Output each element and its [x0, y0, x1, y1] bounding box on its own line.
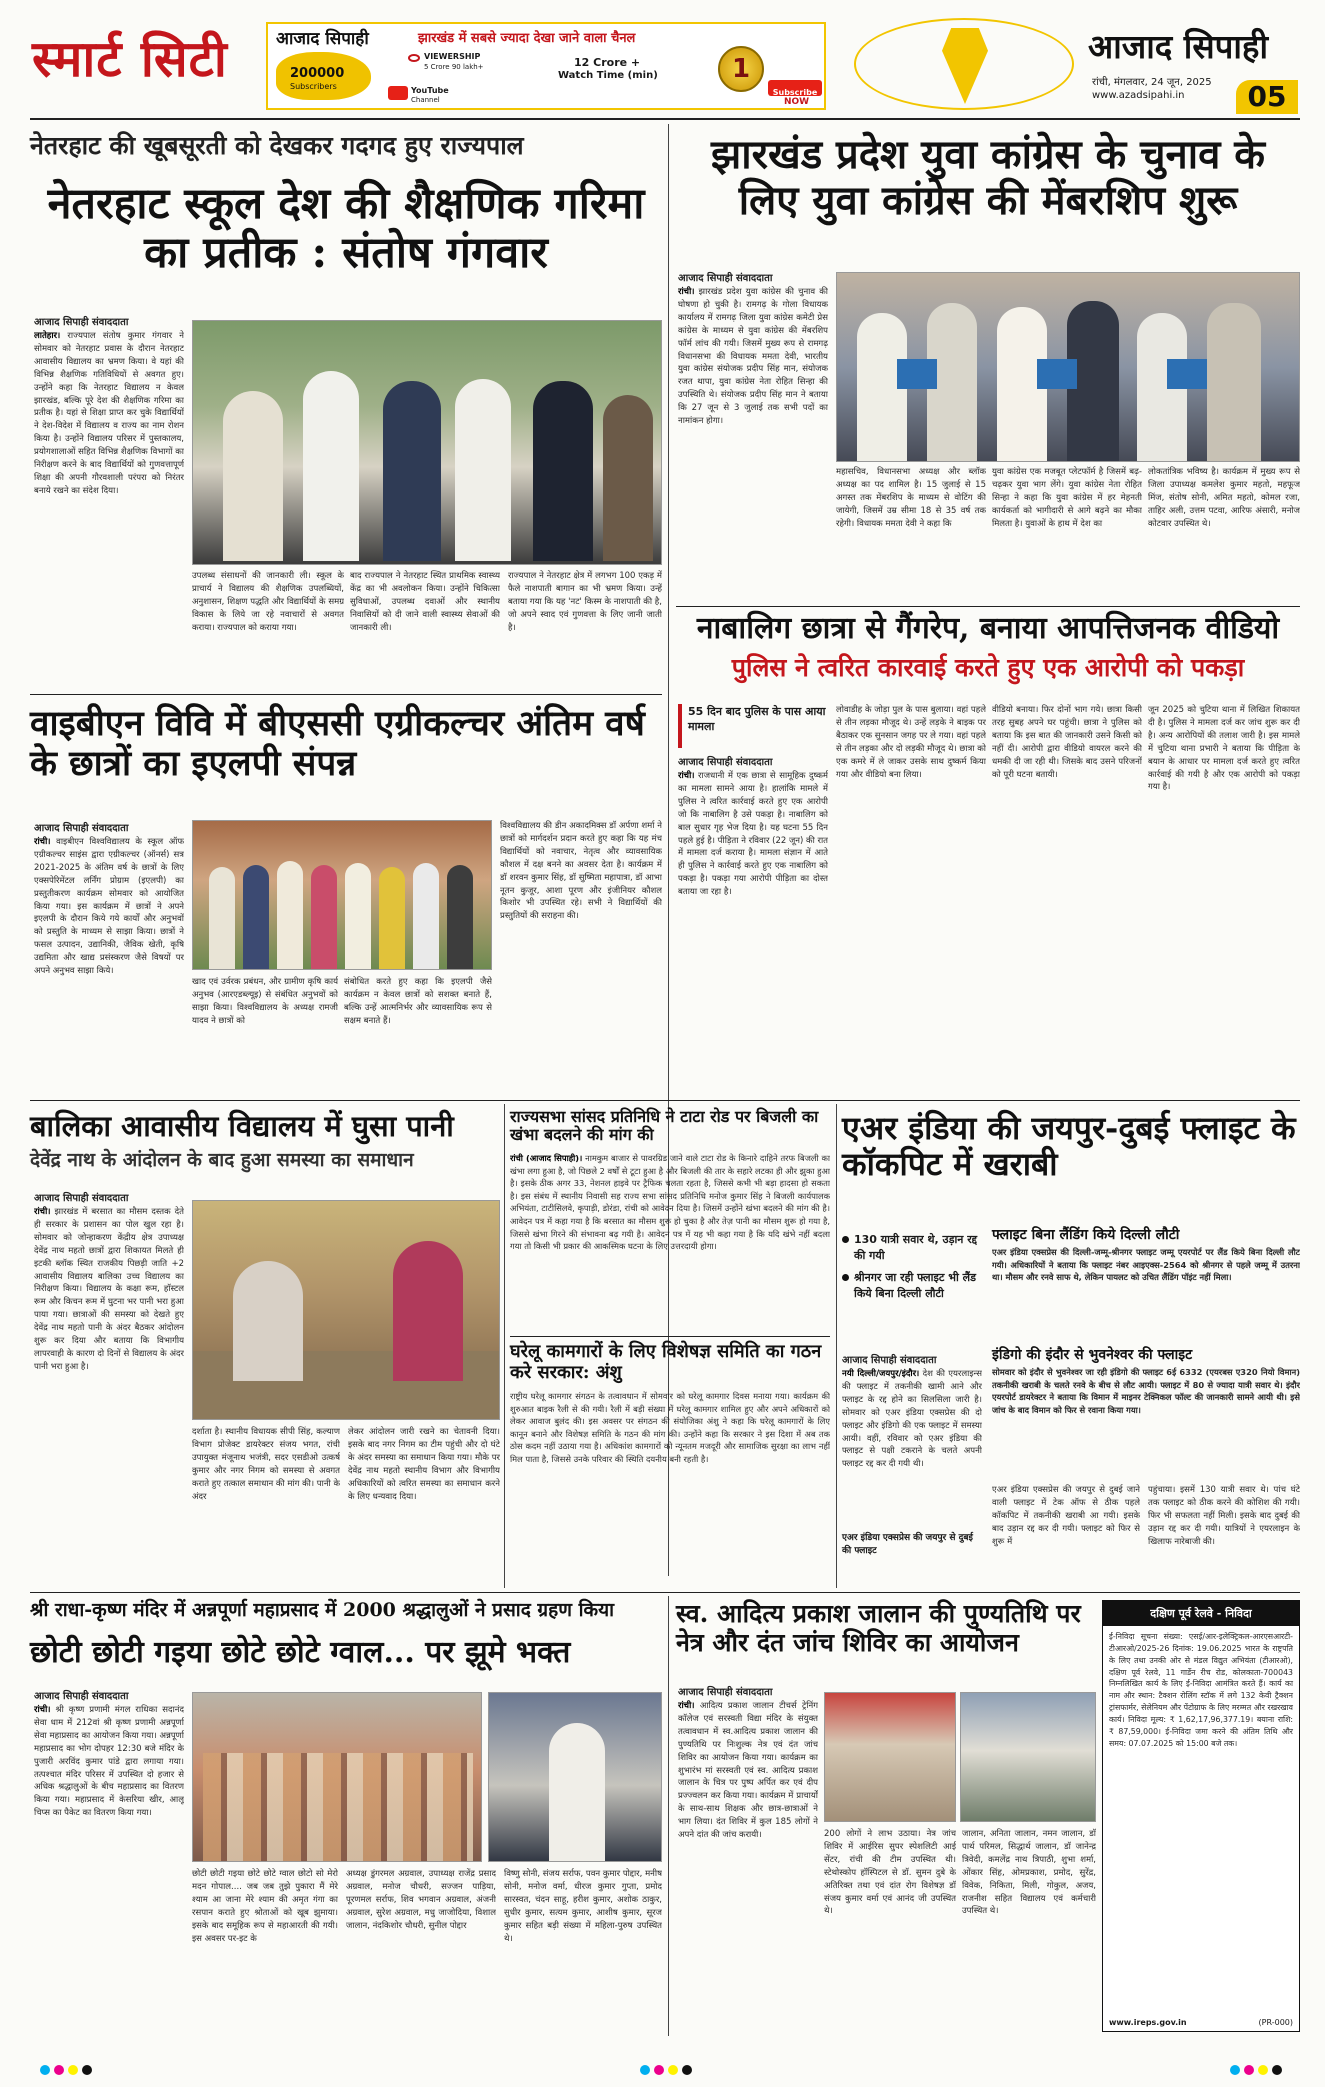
story6-headline: राज्यसभा सांसद प्रतिनिधि ने टाटा रोड पर बिजली का खंभा बदलने की मांग की: [510, 1107, 819, 1145]
story10-col1: [678, 1700, 818, 2034]
bullet-icon: [842, 1236, 849, 1243]
story6-body: [510, 1152, 830, 1332]
ad-watch-count: 12 Crore +: [574, 56, 641, 69]
story3-col4: जून 2025 को चुटिया थाना में लिखित शिकायत दी है। पुलिस ने मामला दर्ज कर जांच शुरू कर दी है। अन्य आरोपियों की तलाश जारी है। इस मामले में चुटिया थाना प्रभारी ने बताया कि पीड़िता के बयान के आधार पर मामला दर्ज करते हुए त्वरित कार्रवाई की गयी है और एक आरोपी को पकड़ा गया है।: [1148, 705, 1300, 793]
paper-name: आजाद सिपाही: [1088, 27, 1268, 66]
ad-subscribe-button: [768, 80, 822, 96]
ad-channel-name: आजाद सिपाही: [276, 29, 369, 49]
tender-title: दक्षिण पूर्व रेलवे - निविदा: [1103, 1601, 1299, 1626]
story5-col1: [34, 1206, 184, 1584]
story5-col2: दर्शाता है। स्थानीय विधायक सीपी सिंह, कल्याण विभाग प्रोजेक्ट डायरेक्टर संजय भगत, रांची उपायुक्त मंजूनाथ भजंत्री, सदर एसडीओ उत्कर्ष कुमार और नगर निगम को समस्या से अवगत कराते हुए तत्काल समाधान की मांग की। पानी के अंदर: [192, 1427, 340, 1502]
story6-dateline: रांची (आजाद सिपाही)।: [510, 1153, 583, 1163]
story10-col3: जालान, अनिता जालान, नमन जालान, डॉ पार्थ परिमल, सिद्धार्थ जालान, डॉ जानेन्द्र त्रिवेदी, कमलेंद्र नाथ त्रिपाठी, शुभा शर्मा, ओंकार सिंह, ओमप्रकाश, प्रमोद, सुरेंद्र, विवेक, निकिता, मिली, गोकुल, अजय, राजनीश सहित विद्यालय एवं कर्मचारी उपस्थित थे।: [962, 1829, 1096, 1917]
ad-channel-label: Channel: [411, 96, 440, 104]
story2-headline: झारखंड प्रदेश युवा कांग्रेस के चुनाव के लिए युवा कांग्रेस की मेंबरशिप शुरू: [711, 131, 1265, 224]
story2-photo: [836, 272, 1300, 462]
story2-byline: आजाद सिपाही संवाददाता: [678, 273, 773, 284]
col-divider-right: [836, 1104, 837, 1588]
story8-box1-body: एअर इंडिया एक्सप्रेस की दिल्ली-जम्मू-श्रीनगर फ्लाइट जम्मू एयरपोर्ट पर लैंड किये बिना दिल्ली लौट गयी। अधिकारियों ने बताया कि फ्लाइट नंबर आइएक्स-2564 को श्रीनगर से पहले जम्मू में उतरना था। मौसम और रनवे साफ थे, लेकिन पायलट को उचित लैंडिंग पॉइंट नहीं मिला।: [992, 1246, 1300, 1283]
story1-kicker: नेतरहाट की खूबसूरती को देखकर गदगद हुए राज्यपाल: [30, 131, 524, 160]
story4-col1: [34, 836, 184, 1092]
story-netarhat: [30, 124, 662, 684]
black-dot: [682, 2065, 692, 2075]
masthead: [0, 0, 1325, 112]
story9-photo2: [488, 1692, 662, 1862]
story3-col1: [678, 770, 828, 1088]
story10-byline: आजाद सिपाही संवाददाता: [678, 1687, 773, 1698]
story4-byline: आजाद सिपाही संवाददाता: [34, 823, 129, 834]
story9-photo1: [192, 1692, 482, 1862]
tender-code: (PR-000): [1258, 2018, 1293, 2027]
story4-headline: वाइबीएन विवि में बीएससी एग्रीकल्चर अंतिम वर्ष के छात्रों का इएलपी संपन्न: [30, 703, 645, 784]
story8-box2-head: इंडिगो की इंदौर से भुवनेश्वर की फ्लाइट: [992, 1347, 1193, 1363]
story3-col2: लोवाडीह के जोड़ा पुल के पास बुलाया। वहां पहले से तीन लड़का मौजूद थे। उन्हें लड़के ने बाइक पर बैठाकर एक सुनसान जगह पर ले गया। वहां पहले से तीन लड़का और दो लड़की मौजूद थे। छात्रा को एक कमरे में ले जाकर उसके साथ दुष्कर्म किया गया और वीडियो बना लिया।: [836, 705, 986, 780]
story9-col2: छोटी छोटी गइया छोटे छोटे ग्वाल छोटो सो मेरो मदन गोपाल.... जब जब तुझे पुकारा मैं मेरे श्याम आ जाना मेरे श्याम की अमृत गंगा का रसपान कराते हुए श्रोताओं को खूब झुमाया। इसके बाद समूहिक रूप से महाआरती की गयी। इस अवसर पर-इट के: [192, 1869, 338, 1944]
story5-byline: आजाद सिपाही संवाददाता: [34, 1193, 129, 1204]
story1-col3: बाद राज्यपाल ने नेतरहाट स्थित प्राथमिक स्वास्थ्य केंद्र का भी अवलोकन किया। उन्होंने चिकित्सा सुविधाओं, उपलब्ध दवाओं और स्थानीय निवासियों को दी जाने वाली स्वास्थ्य सेवाओं की जानकारी ली।: [350, 571, 500, 633]
story3-dateline: रांची।: [678, 771, 695, 781]
ad-youtube-label: YouTube: [411, 86, 449, 95]
story10-col2: 200 लोगों ने लाभ उठाया। नेत्र जांच शिविर में आईरिस सुपर स्पेशलिटी आई सेंटर, रांची की टीम उपस्थित थी। स्टेथोस्कोप हॉस्पिटल से डॉ. सुमन दुबे के अतिरिक्त तथा एवं दांत रोग विशेषज्ञ डॉ संजय कुमार वर्मा एवं आनंद जी उपस्थित थे।: [824, 1829, 956, 1917]
rule-story4: [30, 694, 662, 695]
story3-subhead: पुलिस ने त्वरित कारवाई करते हुए एक आरोपी को पकड़ा: [731, 653, 1245, 682]
story1-photo: [192, 320, 662, 565]
story2-dateline: रांची।: [678, 287, 695, 297]
yellow-dot: [1258, 2065, 1268, 2075]
story-tata-road: [510, 1104, 830, 1334]
story8-bullets: [842, 1232, 982, 1342]
story4-photo: [192, 820, 492, 970]
ad-subscribe-label: Subscribe: [772, 88, 818, 97]
story10-headline: स्व. आदित्य प्रकाश जालान की पुण्यतिथि पर नेत्र और दंत जांच शिविर का आयोजन: [676, 1599, 1081, 1657]
story3-quote: 55 दिन बाद पुलिस के पास आया मामला: [688, 705, 826, 734]
ad-viewership-count: 5 Crore 90 lakh+: [424, 63, 484, 71]
story8-box2-body: सोमवार को इंदौर से भुवनेश्वर जा रही इंडिगो की फ्लाइट 6ई 6332 (एयरबस ए320 नियो विमान) तकनीकी खराबी के चलते रनवे के बीच से लौट आयी। फ्लाइट में 80 से ज्यादा यात्री सवार थे। इंदौर एयरपोर्ट डायरेक्टर ने बताया कि विमान में माइनर टेक्निकल फॉल्ट की जानकारी सामने आयी थी। इसे जांच के बाद विमान को फिर से रवाना किया गया।: [992, 1366, 1300, 1415]
story8-bullet1-text: 130 यात्री सवार थे, उड़ान रद्द की गयी: [854, 1233, 978, 1262]
ad-subscribers-label: Subscribers: [290, 82, 337, 91]
story9-col3: अध्यक्ष डुंगरमल अग्रवाल, उपाध्यक्ष राजेंद्र प्रसाद अग्रवाल, मनोज चौधरी, सज्जन पाड़िया, पूरणमल सर्राफ, शिव भगवान अग्रवाल, अंजनी अग्रवाल, सुरेश अग्रवाल, मधु जाजोदिया, विशाल जालान, नंदकिशोर चौधरी, सुनील पोद्दार: [346, 1869, 496, 1931]
bullet-icon: [842, 1274, 849, 1281]
story7-body: राष्ट्रीय घरेलू कामगार संगठन के तत्वावधान में सोमवार को घरेलू कामगार दिवस मनाया गया। कार्यक्रम की शुरुआत बाइक रैली से की गयी। रैली में बड़ी संख्या में घरेलू कामगार शामिल हुए और अपने अधिकारों को लेकर आवाज बुलंद की। इस अवसर पर संगठन की संयोजिका अंशु ने कहा कि घरेलू कामगारों के लिए कानून बनाने और विशेषज्ञ समिति के गठन की मांग की। उन्होंने कहा कि सरकार ने इस दिशा में अब तक ठोस कदम नहीं उठाया गया है। अधिकांश कामगारों को न्यूनतम मजदूरी और सामाजिक सुरक्षा का लाभ नहीं मिल पाता है, जिससे उनके परिवार की स्थिति दयनीय बनी रहती है।: [510, 1391, 830, 1465]
registration-marks-left: [40, 2060, 96, 2079]
story1-text1: राज्यपाल संतोष कुमार गंगवार ने सोमवार को नेतरहाट प्रवास के दौरान नेतरहाट आवासीय विद्यालय का भ्रमण किया। वे यहां की विभिन्न शैक्षणिक गतिविधियों से अवगत हुए। उन्होंने कहा कि नेतरहाट विद्यालय न केवल झारखंड, बल्कि पूरे देश की शैक्षणिक गरिमा का प्रतीक है। यहां से शिक्षा प्राप्त कर चुके विद्यार्थियों ने देश-विदेश में विद्यालय व राज्य का नाम रोशन किया है। उन्होंने विद्यालय परिसर में पुस्तकालय, प्रयोगशालाओं सहित विभिन्न शैक्षणिक विभागों का निरीक्षण करने के बाद विद्यार्थियों को गुणवत्तापूर्ण शिक्षा की अपनी गौरवशाली परंपरा को निरंतर बनाये रखने का संदेश दिया।: [34, 331, 184, 496]
story-youth-congress: [676, 124, 1300, 604]
story9-headline: श्री राधा-कृष्ण मंदिर में अन्नपूर्णा महाप्रसाद में 2000 श्रद्धालुओं ने प्रसाद ग्रहण किया: [30, 1599, 615, 1621]
story8-col3: पहुंचाया। इसमें 130 यात्री सवार थे। पांच घंटे तक फ्लाइट को ठीक करने की कोशिश की गयी। फिर भी सफलता नहीं मिली। इसके बाद दुबई की उड़ान रद्द कर दी गयी। यात्रियों ने एयरलाइन के खिलाफ नारेबाजी की।: [1148, 1485, 1300, 1547]
story2-col4: लोकतांत्रिक भविष्य है। कार्यक्रम में मुख्य रूप से जिला उपाध्यक्ष कमलेश कुमार महतो, महफूज मिंज, संतोष सोनी, अमित महतो, कोमल रजा, ताहिर अली, उत्तम पटवा, आरिफ अंसारी, मनोज कोटवार उपस्थित थे।: [1148, 467, 1300, 529]
story1-dateline: लातेहार।: [34, 331, 61, 341]
story10-text1: आदित्य प्रकाश जालान टीचर्स ट्रेनिंग कॉलेज एवं सरस्वती विद्या मंदिर के संयुक्त तत्वावधान में स्व.आदित्य प्रकाश जालान की पुण्यतिथि पर निःशुल्क नेत्र एवं दंत जांच शिविर का आयोजन किया गया। कार्यक्रम का शुभारंभ मां सरस्वती एवं स्व. आदित्य प्रकाश जालान के चित्र पर पुष्प अर्पित कर एवं दीप प्रज्ज्वलन कर किया गया। कार्यक्रम में प्राचार्यों के साथ-साथ शिक्षक और छात्र-छात्राओं ने भाग लिया। दंत शिविर में कुल 185 लोगों ने अपने दांत की जांच करायी।: [678, 1701, 818, 1841]
story5-col3: लेकर आंदोलन जारी रखने का चेतावनी दिया। इसके बाद नगर निगम का टीम पहुंची और दो घंटे के अंदर समस्या का समाधान किया गया। मौके पर देवेंद्र नाथ महतो स्थानीय विभाग और विभागीय अधिकारियों को त्वरित समस्या का समाधान करने के लिए धन्यवाद दिया।: [348, 1427, 500, 1502]
story3-quote-box: [678, 704, 826, 748]
story4-col2: खाद एवं उर्वरक प्रबंधन, और ग्रामीण कृषि कार्य अनुभव (आरएडब्ल्यूइ) से संबंधित अनुभवों को साझा किया। विश्वविद्यालय के अध्यक्ष रामजी यादव ने छात्रों को: [192, 977, 338, 1026]
cyan-dot: [40, 2065, 50, 2075]
story1-col2: उपलब्ध संसाधनों की जानकारी ली। स्कूल के प्राचार्य ने विद्यालय की शैक्षणिक उपलब्धियों, अनुशासन, शिक्षण पद्धति और विद्यार्थियों के समग्र विकास के लिये जा रहे नवाचारों से अवगत कराया। राज्यपाल को कराया गया।: [192, 571, 344, 633]
story9-dateline: रांची।: [34, 1705, 51, 1715]
story10-dateline: रांची।: [678, 1701, 695, 1711]
col-divider-mid: [504, 1104, 505, 1588]
masthead-rule: [30, 118, 1300, 120]
story5-photo: [192, 1200, 500, 1420]
story-ybn-university: [30, 696, 662, 1096]
story2-col2: महासचिव, विधानसभा अध्यक्ष और ब्लॉक अध्यक्ष का पद शामिल है। 15 जुलाई से 15 अगस्त तक मेंबरशिप के माध्यम से वोटिंग की जायेगी, जिसमें उम्र सीमा 18 से 35 वर्ष तक रहेगी। विधायक ममता देवी ने कहा कि: [836, 467, 986, 529]
ad-banner: [266, 22, 826, 110]
story-gangrape: [676, 608, 1300, 1092]
story10-photo2: [960, 1692, 1096, 1822]
website: www.azadsipahi.in: [1092, 90, 1185, 101]
story4-col3: संबोधित करते हुए कहा कि इएलपी जैसे कार्यक्रम न केवल छात्रों को सशक्त बनाते हैं, बल्कि उन्हें आत्मनिर्भर और व्यावसायिक रूप से सक्षम बनाते हैं।: [344, 977, 492, 1026]
story7-headline: घरेलू कामगारों के लिए विशेषज्ञ समिति का गठन करे सरकार: अंशु: [510, 1341, 822, 1383]
story-girls-school: [30, 1104, 500, 1588]
ad-map: [276, 52, 371, 100]
ad-now: NOW: [784, 97, 810, 107]
cyan-dot: [1230, 2065, 1240, 2075]
rule-row4: [30, 1592, 1300, 1593]
story5-text1: झारखंड में बरसात का मौसम दस्तक देते ही सरकार के प्रशासन का पोल खुल रहा है। सोमवार को जोन्हाकरण केंद्रीय क्षेत्र उपाध्यक्ष देवेंद्र नाथ महतो छात्रों द्वारा शिकायत मिलते ही इटकी ब्लॉक स्थित राजकीय पिछड़ी जाति +2 आवासीय विद्यालय बालिका उच्च विद्यालय का निरीक्षण किया। विद्यालय के कक्षा रूम, हॉस्टल रूम और किचन रूम में घुटना भर पानी भरा हुआ पाया गया। छात्राओं की समस्या को देखते हुए देवेंद्र नाथ महतो पानी के अंदर बैठकर आंदोलन शुरू कर दिया और बताया कि विभागीय लापरवाही के कारण दो दिनों से विद्यालय के अंदर पानी भरा हुआ है।: [34, 1207, 184, 1372]
story-domestic-workers: [510, 1338, 830, 1588]
registration-marks-center: [640, 2060, 696, 2079]
section-title: स्मार्ट सिटी: [32, 29, 228, 88]
story9-col4: विष्णु सोनी, संजय सर्राफ, पवन कुमार पोद्दार, मनीष सोनी, मनोज वर्मा, धीरज कुमार गुप्ता, प्रमोद सारस्वत, चंदन साहू, हरीश कुमार, अशोक ठाकुर, सुधीर कुमार, सत्यम कुमार, आशीष कुमार, सूरज कुमार सहित बड़ी संख्या में महिला-पुरुष उपस्थित थे।: [504, 1869, 662, 1944]
story-aditya-jalan: [676, 1596, 1096, 2036]
cyan-dot: [640, 2065, 650, 2075]
story1-col4: राज्यपाल ने नेतरहाट क्षेत्र में लगभग 100 एकड़ में फैले नाशपाती बागान का भी भ्रमण किया। उन्हें बताया गया कि यह 'नट' किस्म के नाशपाती की है, जो अपने स्वाद एवं गुणवत्ता के लिए जानी जाती है।: [508, 571, 662, 633]
page-number-text: 05: [1247, 80, 1287, 113]
story9-byline: आजाद सिपाही संवाददाता: [34, 1691, 129, 1702]
story2-col3: युवा कांग्रेस एक मजबूत प्लेटफॉर्म है जिसमें बढ़-चढ़कर युवा भाग लेंगे। युवा कांग्रेस नेता रोहित सिन्हा ने कहा कि युवा कांग्रेस में हर मेहनती कार्यकर्ता को भागीदारी से आगे बढ़ने का मौका मिलता है। युवाओं के हाथ में देश का: [992, 467, 1142, 529]
story6-text: नामकुम बाजार से पावरग्रिड जाने वाले टाटा रोड के किनारे दाहिने तरफ बिजली का खंभा लगा हुआ है, जो पिछले 2 वर्षों से टूटा हुआ है और बिजली की तार के सहारे लटका ही और झुका हुआ है। इसके ठीक अगर 33, नेशनल हाइवे पर ट्रैफिक चलता रहता है, जिससे कभी भी बड़ा हादसा हो सकता है। इस संबंध में स्थानीय निवासी सह राज्य सभा सांसद प्रतिनिधि मनोज कुमार सिंह ने बिजली कार्यपालक अभियंता, टाटीसिलवे, कृपाड़ी, डोरंडा, रांची को आवेदन दिया है। जिसमें उन्होंने खंभा बदलने की मांग की है। आवेदन पत्र में कहा गया है कि बरसात का मौसम शुरू हो चुका है और तेज़ पानी का मौसम शुरू हो गया है, जिससे खंभा गिरने की संभावना बढ़ गयी है। आवेदन पत्र में यह भी कहा गया है कि यदि खंभे नहीं बदला गया तो किसी भी प्रकार की आकस्मिक घटना के लिए उत्तरदायी होगा।: [510, 1153, 830, 1252]
story3-byline: आजाद सिपाही संवाददाता: [678, 757, 773, 768]
rule-row3: [30, 1100, 1300, 1101]
page-number: [1236, 80, 1298, 114]
story8-sub1: एअर इंडिया एक्सप्रेस की जयपुर से दुबई की फ्लाइट: [842, 1533, 973, 1556]
story8-box2: [992, 1348, 1300, 1478]
story10-photo1: [824, 1692, 956, 1822]
pen-nib-icon: [854, 18, 1074, 110]
story3-text1: राजधानी में एक छात्रा से सामूहिक दुष्कर्म का मामला सामने आया है। हालांकि मामले में पुलिस ने त्वरित कार्रवाई करते हुए एक आरोपी जो कि नाबालिग है उसे पकड़ा है। नाबालिग को बाल सुधार गृह भेज दिया है। यह घटना 55 दिन पहले हुई है। पीड़िता ने रविवार (22 जून) की रात में मामला दर्ज कराया है। मामला संज्ञान में आते ही पुलिस ने कार्रवाई करते हुए एक नाबालिग को पकड़ा है। पकड़ा गया आरोपी पीड़िता का दोस्त बताया जा रहा है।: [678, 771, 828, 898]
ad-viewership: VIEWERSHIP: [424, 52, 481, 61]
story4-text1: वाइबीएन विश्वविद्यालय के स्कूल ऑफ एग्रीकल्चर साइंस द्वारा एग्रीकल्चर (ऑनर्स) सत्र 2021-2025 के अंतिम वर्ष के छात्रों के लिए एक्सपेरिमेंटल लर्निंग प्रोग्राम (इएलपी) का प्रस्तुतीकरण कार्यक्रम सोमवार को आयोजित किया गया। इस कार्यक्रम में छात्रों ने अपने इएलपी के दौरान किये गये कार्यों और अनुभवों को प्रस्तुति के माध्यम से साझा किया। छात्रों ने फसल उत्पादन, उद्यानिकी, जैविक खेती, कृषि उद्यमिता और खाद्य प्रसंस्करण जैसे विषयों पर अपने अनुभव साझा किये।: [34, 837, 184, 977]
ad-watch-label: Watch Time (min): [558, 70, 658, 81]
tender-notice: [1102, 1600, 1300, 2032]
story5-dateline: रांची।: [34, 1207, 51, 1217]
registration-marks-right: [1230, 2060, 1286, 2079]
story1-col1: [34, 330, 184, 680]
rule-story3: [676, 606, 1300, 607]
story8-box1-head: फ्लाइट बिना लैंडिंग किये दिल्ली लौटी: [992, 1227, 1180, 1243]
rule-story7: [510, 1336, 830, 1337]
story8-bullet2: [842, 1270, 982, 1302]
magenta-dot: [654, 2065, 664, 2075]
ad-badge: [718, 46, 764, 92]
yellow-dot: [668, 2065, 678, 2075]
dateline: रांची, मंगलवार, 24 जून, 2025: [1092, 77, 1212, 88]
col-divider-bottom: [668, 1596, 669, 2036]
story8-bullet1: [842, 1232, 982, 1264]
tender-body: ई-निविदा सूचना संख्या: एसई/आर-इलेक्ट्रिकल-आरएसआरटी-टीआरओ/2025-26 दिनांक: 19.06.2025 भारत के राष्ट्रपति के लिए तथा उनकी ओर से मंडल विद्युत अभियंता (टीआरओ), दक्षिण पूर्व रेलवे, 11 गार्डेन रीच रोड, कोलकाता-700043 निम्नलिखित कार्य के लिए ई-निविदा आमंत्रित करते हैं। कार्य का नाम और स्थान: टैक्शन रोलिंग स्टॉक में लगे 132 केवी ट्रैक्शन ट्रांसफार्मर, सेलेनियम और पेंटोग्राफ के लिए मरम्मत और रखरखाव कार्य। निविदा मूल्य: ₹ 1,62,17,96,377.19। बयाना राशि: ₹ 87,59,000। ई-निविदा जमा करने की अंतिम तिथि और समय: 07.07.2025 को 15:00 बजे तक।: [1109, 1632, 1293, 1748]
story3-col3: वीडियो बनाया। फिर दोनों भाग गये। छात्रा किसी तरह सुबह अपने घर पहुंची। छात्रा ने पुलिस को बताया कि इस बात की जानकारी उसने किसी को नहीं दी। आरोपी द्वारा वीडियो वायरल करने की धमकी दी जा रही थी। जिसके बाद उसने परिजनों को पूरी घटना बतायी।: [992, 705, 1142, 780]
ad-badge-number: 1: [731, 54, 751, 84]
story8-headline: एअर इंडिया की जयपुर-दुबई फ्लाइट के कॉकपिट में खराबी: [842, 1109, 1296, 1184]
story8-byline: आजाद सिपाही संवाददाता: [842, 1355, 937, 1366]
story2-col1: [678, 286, 828, 598]
ad-subscribers-count: 200000: [290, 66, 345, 81]
story5-subhead: देवेंद्र नाथ के आंदोलन के बाद हुआ समस्या का समाधान: [30, 1149, 414, 1171]
story8-dateline: नयी दिल्ली/जयपुर/इंदौर।: [842, 1369, 920, 1379]
story4-col4: विश्वविद्यालय की डीन अकादमिक्स डॉ अर्पणा शर्मा ने छात्रों को मार्गदर्शन प्रदान करते हुए कहा कि यह मंच विद्यार्थियों को नवाचार, नेतृत्व और व्यावसायिक कौशल में दक्ष बनने का अवसर देता है। कार्यक्रम में डॉ शरवन कुमार सिंह, डॉ सुष्मिता महापात्रा, डॉ आभा नूतन कुजूर, आशा पूरण और इंजीनियर कौशल किशोर भी उपस्थित रहे। सभी ने विद्यार्थियों की प्रस्तुतियों की सराहना की।: [500, 821, 662, 922]
story2-text1: झारखंड प्रदेश युवा कांग्रेस की चुनाव की घोषणा हो चुकी है। रामगढ़ के गोला विधायक कार्यालय में रामगढ़ जिला युवा कांग्रेस कमेटी प्रेस कांग्रेस के माध्यम से युवा कांग्रेस की मेंबरशिप फॉर्म लांच की गयी। जिसमें मुख्य रूप से रामगढ़ विधानसभा की विधायक ममता देवी, भारतीय युवा कांग्रेस संयोजक प्रदीप सिंह मान, संयोजक रजत थापा, युवा कांग्रेस नेता रोहित सिन्हा की उपस्थिति थे। संयोजक प्रदीप सिंह मान ने बताया कि 27 जून से 3 जुलाई तक सभी पदों का नामांकन होगा।: [678, 287, 828, 427]
story3-headline: नाबालिग छात्रा से गैंगरेप, बनाया आपत्तिजनक वीडियो: [696, 611, 1280, 646]
youtube-icon: [388, 86, 408, 100]
yellow-dot: [68, 2065, 78, 2075]
story-radha-krishna: [30, 1596, 662, 2036]
black-dot: [82, 2065, 92, 2075]
story4-dateline: रांची।: [34, 837, 51, 847]
story9-text1: श्री कृष्ण प्रणामी मंगल राधिका सदानंद सेवा धाम में 212वां श्री कृष्ण प्रणामी अन्नपूर्णा सेवा महाप्रसाद का आयोजन किया गया। अन्नपूर्णा महाप्रसाद का भोग दोपहर 12:30 बजे मंदिर के पुजारी अरविंद कुमार पांडे द्वारा लगाया गया। तत्पश्चात मंदिर परिसर में उपस्थित दो हजार से अधिक श्रद्धालुओं के बीच महाप्रसाद का वितरण किया गया। महाप्रसाद में केसरिया खीर, आलू चिप्स का पैकेट का वितरण किया गया।: [34, 1705, 184, 1819]
magenta-dot: [54, 2065, 64, 2075]
story1-headline: नेतरहाट स्कूल देश की शैक्षणिक गरिमा का प्रतीक : संतोष गंगवार: [47, 179, 645, 279]
story8-text1: देश की एयरलाइन्स की फ्लाइट में तकनीकी खामी आने और फ्लाइट के रद्द होने का सिलसिला जारी है। सोमवार को एअर इंडिया एक्सप्रेस की दो फ्लाइट और इंडिगो की एक फ्लाइट में समस्या आयी। वहीं, रविवार को एअर इंडिया की फ्लाइट से पक्षी टकराने के चलते अपनी फ्लाइट रद्द कर दी गयी थी।: [842, 1369, 982, 1470]
story9-subhead: छोटी छोटी गइया छोटे छोटे ग्वाल... पर झूमे भक्त: [30, 1635, 571, 1670]
story1-byline: आजाद सिपाही संवाददाता: [34, 317, 129, 328]
ad-tagline: झारखंड में सबसे ज्यादा देखा जाने वाला चैनल: [418, 31, 636, 46]
eye-icon: [408, 54, 420, 62]
magenta-dot: [1244, 2065, 1254, 2075]
tender-website: www.ireps.gov.in: [1109, 2018, 1187, 2027]
story8-bullet2-text: श्रीनगर जा रही फ्लाइट भी लैंड किये बिना दिल्ली लौटी: [854, 1270, 976, 1300]
story-air-india: [842, 1104, 1300, 1588]
story8-col2: एअर इंडिया एक्सप्रेस की जयपुर से दुबई जाने वाली फ्लाइट में टेक ऑफ से ठीक पहले कॉकपिट में तकनीकी खराबी आ गयी। इसके बाद उड़ान रद्द कर दी गयी। फ्लाइट को फिर से शुरू में: [992, 1485, 1140, 1547]
story8-box1: [992, 1228, 1300, 1340]
story9-col1: [34, 1704, 184, 2034]
story8-col1: [842, 1368, 982, 1528]
story5-headline: बालिका आवासीय विद्यालय में घुसा पानी: [30, 1109, 454, 1143]
black-dot: [1272, 2065, 1282, 2075]
